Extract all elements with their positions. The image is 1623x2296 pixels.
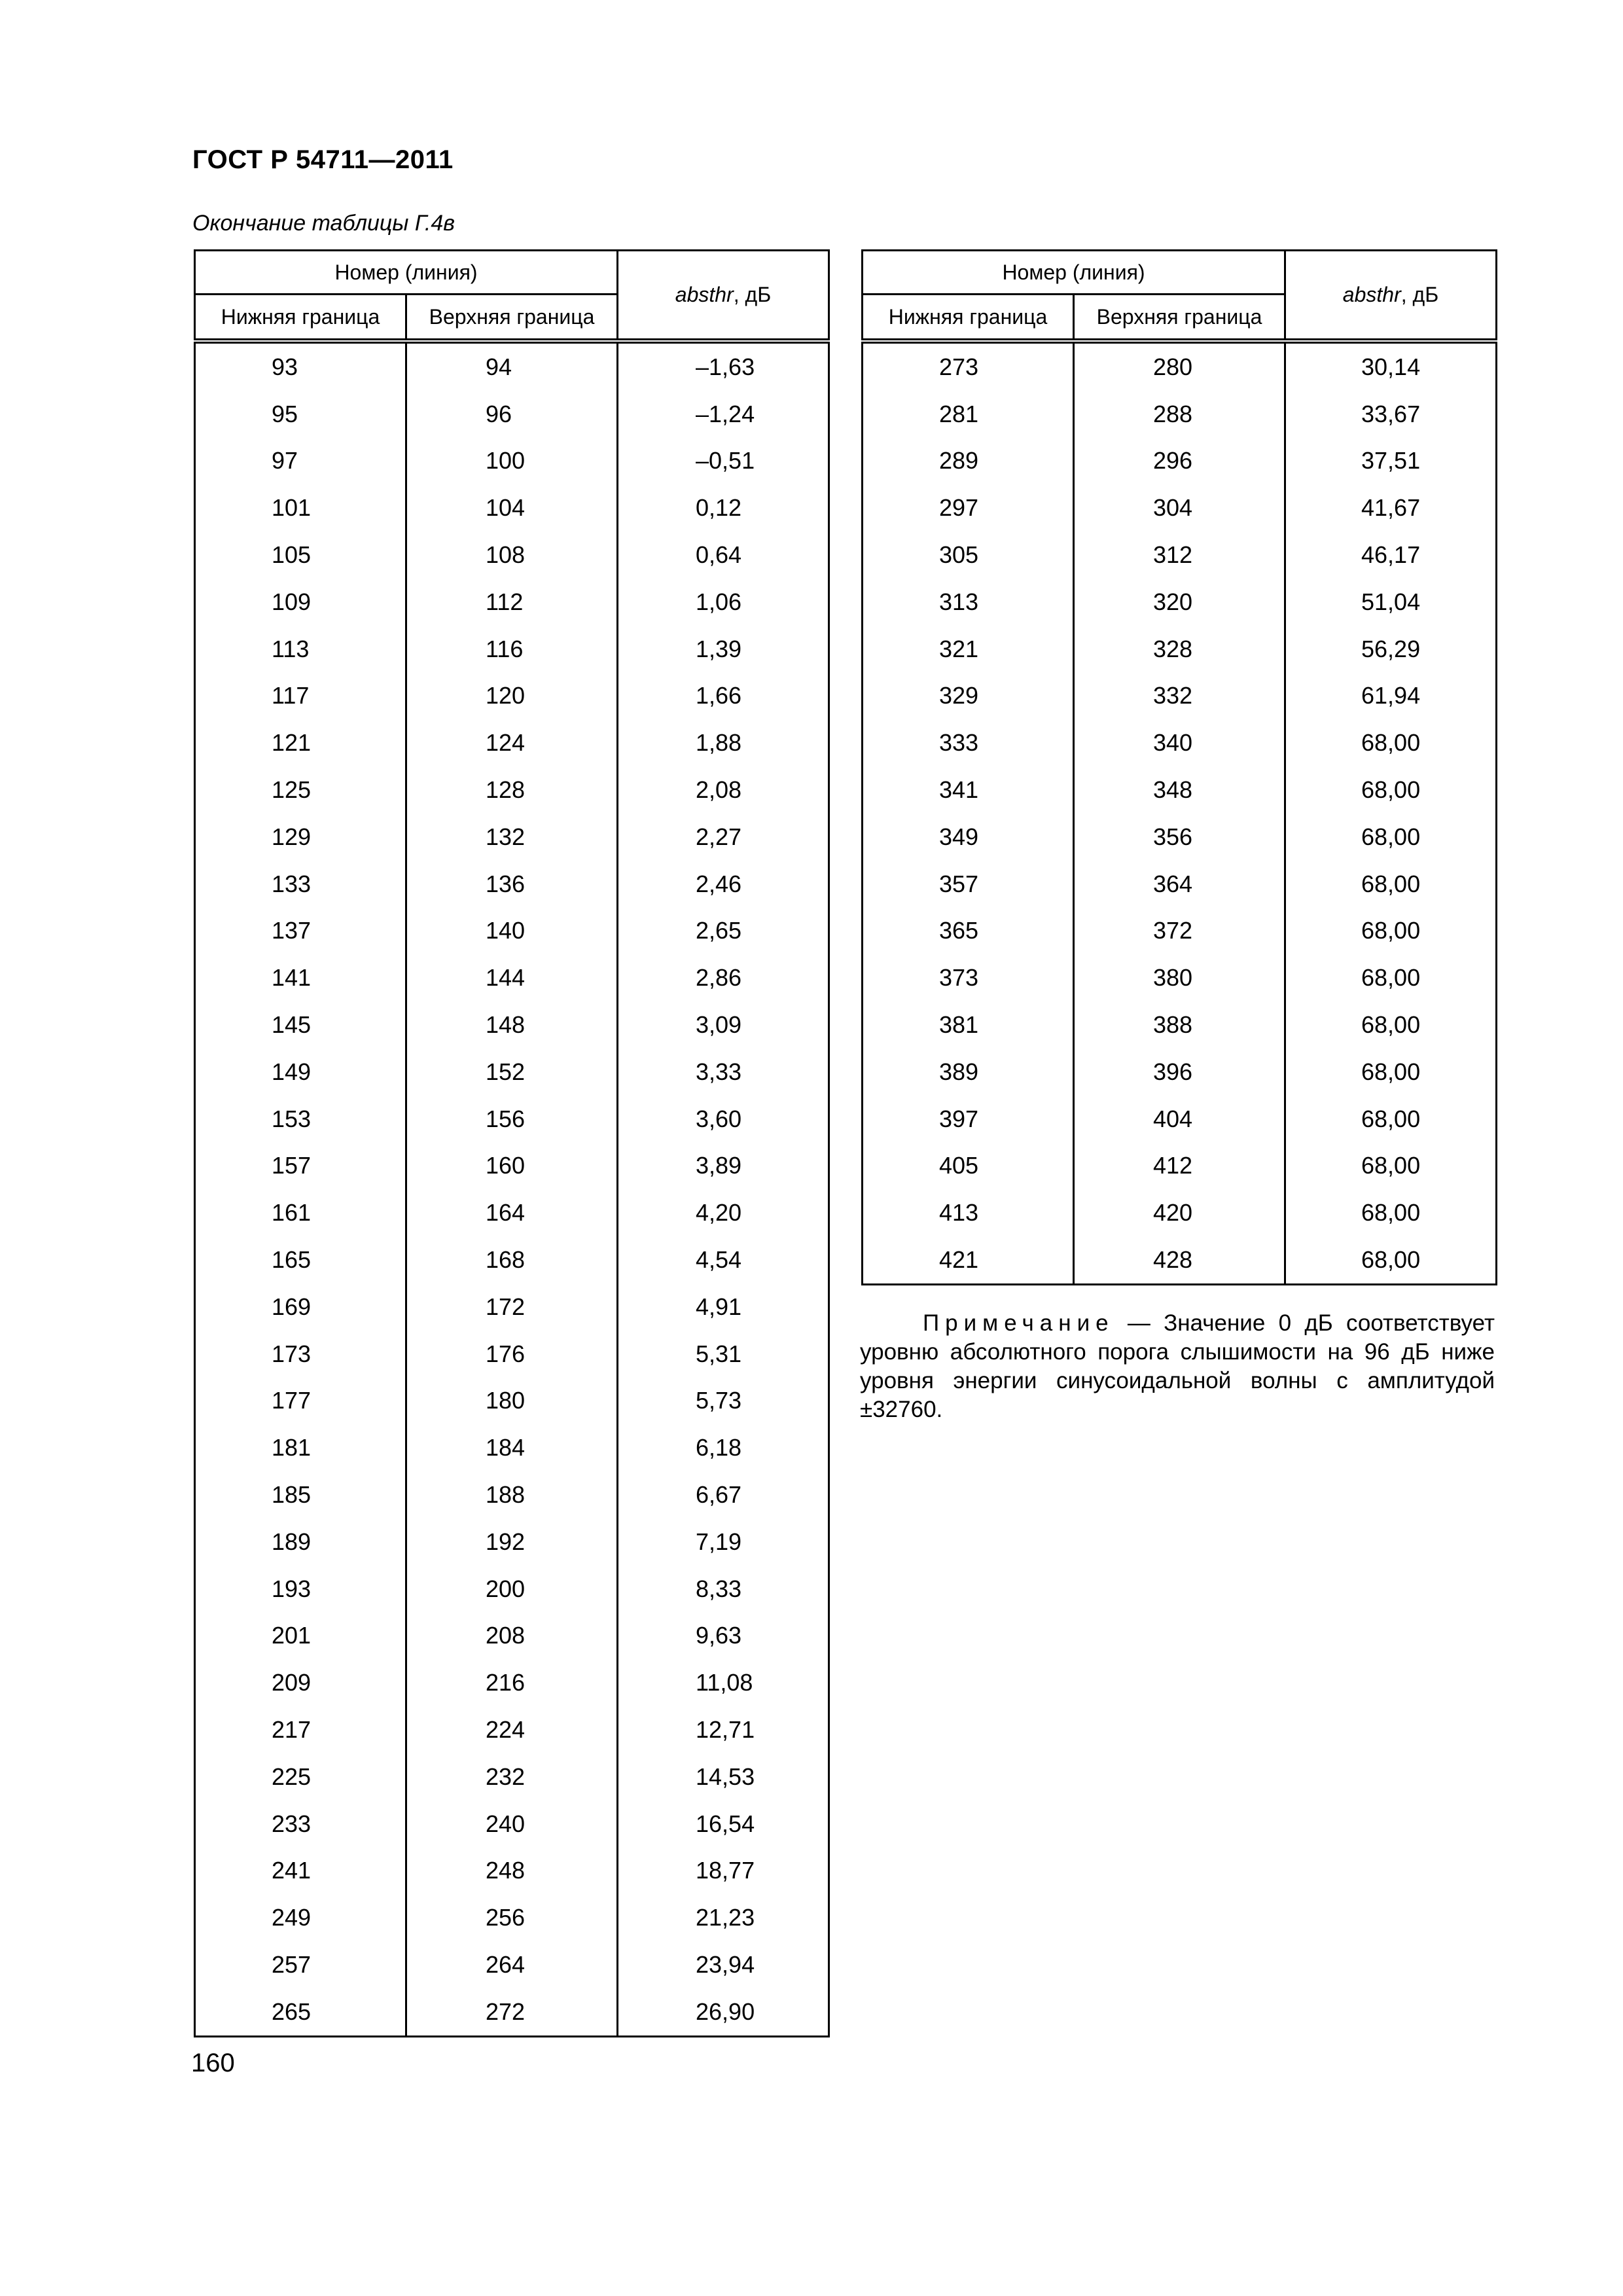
table-row	[195, 1189, 829, 1236]
table-row	[195, 908, 829, 955]
upper-bound-cell: 256	[406, 1894, 618, 1941]
note-text: — Значение 0 дБ соответствует уровню абсолютного порога слышимости на 96 дБ ниже уровня энергии синусоидальной волны с амплитудой ±32760.	[860, 1310, 1495, 1422]
lower-bound-cell: 241	[195, 1848, 406, 1895]
lower-bound-cell: 405	[863, 1143, 1074, 1190]
table-row	[195, 1378, 829, 1425]
absthr-cell: 9,63	[618, 1613, 829, 1660]
value-header	[1285, 251, 1497, 342]
table-row	[195, 626, 829, 673]
lower-bound-cell: 233	[195, 1801, 406, 1848]
table-row	[195, 1801, 829, 1848]
lower-bound-cell: 97	[195, 438, 406, 485]
absthr-cell: 18,77	[618, 1848, 829, 1895]
upper-bound-cell: 208	[406, 1613, 618, 1660]
upper-bound-cell: 216	[406, 1659, 618, 1706]
absthr-cell: 4,54	[618, 1236, 829, 1283]
lower-bound-cell: 333	[863, 719, 1074, 766]
upper-bound-cell: 168	[406, 1236, 618, 1283]
table-row	[195, 1566, 829, 1613]
absthr-cell: 12,71	[618, 1706, 829, 1753]
upper-bound-cell: 144	[406, 954, 618, 1001]
lower-bound-cell: 95	[195, 391, 406, 438]
lower-bound-cell: 153	[195, 1096, 406, 1143]
upper-bound-cell: 180	[406, 1378, 618, 1425]
upper-bound-cell: 264	[406, 1941, 618, 1988]
upper-bound-cell: 240	[406, 1801, 618, 1848]
upper-bound-cell: 248	[406, 1848, 618, 1895]
table-row	[195, 814, 829, 861]
lower-bound-cell: 341	[863, 766, 1074, 814]
upper-bound-cell: 188	[406, 1471, 618, 1518]
upper-bound-cell: 132	[406, 814, 618, 861]
lower-bound-cell: 109	[195, 579, 406, 626]
absthr-cell: 3,09	[618, 1001, 829, 1049]
absthr-cell: 7,19	[618, 1518, 829, 1566]
lower-bound-cell: 201	[195, 1613, 406, 1660]
absthr-cell: 68,00	[1285, 719, 1497, 766]
absthr-cell: –1,24	[618, 391, 829, 438]
absthr-cell: 8,33	[618, 1566, 829, 1613]
upper-bound-cell: 412	[1074, 1143, 1285, 1190]
lower-bound-cell: 137	[195, 908, 406, 955]
table-row	[195, 1894, 829, 1941]
table-row	[195, 1471, 829, 1518]
table-row	[863, 531, 1497, 579]
lower-bound-header: Нижняя граница	[195, 295, 406, 342]
absthr-cell: 68,00	[1285, 814, 1497, 861]
table-row	[863, 484, 1497, 531]
lower-bound-cell: 413	[863, 1189, 1074, 1236]
lower-bound-cell: 105	[195, 531, 406, 579]
lower-bound-cell: 421	[863, 1236, 1074, 1284]
upper-bound-cell: 148	[406, 1001, 618, 1049]
upper-bound-cell: 332	[1074, 673, 1285, 720]
upper-bound-cell: 372	[1074, 908, 1285, 955]
upper-bound-cell: 100	[406, 438, 618, 485]
absthr-cell: 3,89	[618, 1143, 829, 1190]
lower-bound-cell: 321	[863, 626, 1074, 673]
upper-bound-cell: 104	[406, 484, 618, 531]
table-row	[195, 1518, 829, 1566]
lower-bound-cell: 125	[195, 766, 406, 814]
absthr-cell: 3,33	[618, 1049, 829, 1096]
upper-bound-cell: 164	[406, 1189, 618, 1236]
lower-bound-cell: 101	[195, 484, 406, 531]
table-row	[195, 861, 829, 908]
lower-bound-cell: 129	[195, 814, 406, 861]
table-row	[195, 438, 829, 485]
lower-bound-cell: 189	[195, 1518, 406, 1566]
absthr-cell: 37,51	[1285, 438, 1497, 485]
lower-bound-cell: 313	[863, 579, 1074, 626]
lower-bound-cell: 397	[863, 1096, 1074, 1143]
table-row	[195, 1424, 829, 1471]
absthr-cell: 30,14	[1285, 341, 1497, 391]
table-row	[195, 391, 829, 438]
absthr-cell: 0,12	[618, 484, 829, 531]
absthr-cell: 68,00	[1285, 1096, 1497, 1143]
absthr-cell: 46,17	[1285, 531, 1497, 579]
lower-bound-cell: 217	[195, 1706, 406, 1753]
value-header-unit: , дБ	[733, 283, 772, 306]
upper-bound-cell: 94	[406, 341, 618, 391]
table-row	[195, 1143, 829, 1190]
absthr-cell: 0,64	[618, 531, 829, 579]
table-row	[195, 766, 829, 814]
absthr-cell: 11,08	[618, 1659, 829, 1706]
value-header	[618, 251, 829, 342]
absthr-cell: 23,94	[618, 1941, 829, 1988]
absthr-cell: 68,00	[1285, 1189, 1497, 1236]
lower-bound-cell: 93	[195, 341, 406, 391]
lower-bound-cell: 357	[863, 861, 1074, 908]
upper-bound-cell: 172	[406, 1283, 618, 1331]
absthr-cell: 2,46	[618, 861, 829, 908]
upper-bound-cell: 272	[406, 1988, 618, 2036]
table-row	[195, 1706, 829, 1753]
lower-bound-cell: 225	[195, 1753, 406, 1801]
lower-bound-cell: 141	[195, 954, 406, 1001]
note-label: Примечание	[923, 1310, 1115, 1336]
upper-bound-cell: 428	[1074, 1236, 1285, 1284]
lower-bound-cell: 185	[195, 1471, 406, 1518]
table-row	[863, 1096, 1497, 1143]
lower-bound-cell: 165	[195, 1236, 406, 1283]
upper-bound-cell: 304	[1074, 484, 1285, 531]
absthr-cell: 2,27	[618, 814, 829, 861]
absthr-cell: 5,31	[618, 1331, 829, 1378]
upper-bound-cell: 388	[1074, 1001, 1285, 1049]
lower-bound-cell: 145	[195, 1001, 406, 1049]
table-row	[195, 579, 829, 626]
table-row	[863, 1049, 1497, 1096]
absthr-cell: 56,29	[1285, 626, 1497, 673]
table-row	[863, 391, 1497, 438]
table-row	[863, 814, 1497, 861]
absthr-cell: 41,67	[1285, 484, 1497, 531]
table-row	[195, 1049, 829, 1096]
table-caption: Окончание таблицы Г.4в	[192, 211, 455, 236]
upper-bound-cell: 120	[406, 673, 618, 720]
value-header-unit: , дБ	[1400, 283, 1439, 306]
upper-bound-cell: 156	[406, 1096, 618, 1143]
upper-bound-cell: 364	[1074, 861, 1285, 908]
upper-bound-cell: 192	[406, 1518, 618, 1566]
absthr-cell: 6,67	[618, 1471, 829, 1518]
absthr-cell: 68,00	[1285, 1143, 1497, 1190]
lower-bound-cell: 257	[195, 1941, 406, 1988]
value-header-var: absthr	[675, 283, 734, 306]
table-row	[195, 1096, 829, 1143]
absthr-cell: 6,18	[618, 1424, 829, 1471]
lower-bound-cell: 365	[863, 908, 1074, 955]
lower-bound-cell: 265	[195, 1988, 406, 2036]
lower-bound-cell: 121	[195, 719, 406, 766]
upper-bound-cell: 152	[406, 1049, 618, 1096]
absthr-cell: 4,91	[618, 1283, 829, 1331]
threshold-table-right	[861, 249, 1497, 1285]
absthr-cell: 33,67	[1285, 391, 1497, 438]
absthr-cell: 68,00	[1285, 908, 1497, 955]
table-row	[195, 1331, 829, 1378]
absthr-cell: –1,63	[618, 341, 829, 391]
table-row	[195, 1988, 829, 2036]
table-row	[195, 954, 829, 1001]
absthr-cell: 68,00	[1285, 954, 1497, 1001]
upper-bound-cell: 280	[1074, 341, 1285, 391]
upper-bound-cell: 160	[406, 1143, 618, 1190]
table-row	[195, 1941, 829, 1988]
absthr-cell: 51,04	[1285, 579, 1497, 626]
upper-bound-cell: 176	[406, 1331, 618, 1378]
table-row	[195, 673, 829, 720]
lower-bound-cell: 289	[863, 438, 1074, 485]
lower-bound-cell: 157	[195, 1143, 406, 1190]
lower-bound-cell: 113	[195, 626, 406, 673]
table-row	[195, 1236, 829, 1283]
group-header: Номер (линия)	[195, 251, 618, 295]
lower-bound-cell: 173	[195, 1331, 406, 1378]
lower-bound-cell: 249	[195, 1894, 406, 1941]
absthr-cell: 21,23	[618, 1894, 829, 1941]
upper-bound-cell: 404	[1074, 1096, 1285, 1143]
lower-bound-cell: 177	[195, 1378, 406, 1425]
absthr-cell: 1,66	[618, 673, 829, 720]
lower-bound-cell: 349	[863, 814, 1074, 861]
value-header-var: absthr	[1342, 283, 1401, 306]
lower-bound-cell: 209	[195, 1659, 406, 1706]
upper-bound-cell: 348	[1074, 766, 1285, 814]
lower-bound-cell: 181	[195, 1424, 406, 1471]
upper-bound-cell: 312	[1074, 531, 1285, 579]
absthr-cell: 68,00	[1285, 1049, 1497, 1096]
upper-bound-cell: 288	[1074, 391, 1285, 438]
lower-bound-cell: 281	[863, 391, 1074, 438]
table-row	[863, 673, 1497, 720]
table-row	[863, 1189, 1497, 1236]
document-header: ГОСТ Р 54711—2011	[192, 145, 454, 174]
upper-bound-cell: 200	[406, 1566, 618, 1613]
lower-bound-cell: 161	[195, 1189, 406, 1236]
table-row	[195, 1659, 829, 1706]
lower-bound-header: Нижняя граница	[863, 295, 1074, 342]
lower-bound-cell: 149	[195, 1049, 406, 1096]
upper-bound-cell: 108	[406, 531, 618, 579]
absthr-cell: 1,06	[618, 579, 829, 626]
upper-bound-cell: 136	[406, 861, 618, 908]
upper-bound-cell: 232	[406, 1753, 618, 1801]
absthr-cell: 26,90	[618, 1988, 829, 2036]
absthr-cell: 68,00	[1285, 1001, 1497, 1049]
table-row	[195, 719, 829, 766]
lower-bound-cell: 381	[863, 1001, 1074, 1049]
upper-bound-cell: 184	[406, 1424, 618, 1471]
upper-bound-cell: 140	[406, 908, 618, 955]
table-row	[195, 1613, 829, 1660]
absthr-cell: 61,94	[1285, 673, 1497, 720]
table-row	[863, 719, 1497, 766]
table-row	[863, 766, 1497, 814]
lower-bound-cell: 193	[195, 1566, 406, 1613]
absthr-cell: 3,60	[618, 1096, 829, 1143]
absthr-cell: 68,00	[1285, 1236, 1497, 1284]
lower-bound-cell: 169	[195, 1283, 406, 1331]
upper-bound-cell: 296	[1074, 438, 1285, 485]
table-row	[863, 438, 1497, 485]
absthr-cell: 14,53	[618, 1753, 829, 1801]
upper-bound-cell: 116	[406, 626, 618, 673]
upper-bound-cell: 112	[406, 579, 618, 626]
upper-bound-header: Верхняя граница	[1074, 295, 1285, 342]
table-row	[863, 579, 1497, 626]
lower-bound-cell: 133	[195, 861, 406, 908]
upper-bound-cell: 340	[1074, 719, 1285, 766]
table-row	[863, 954, 1497, 1001]
table-row	[195, 1283, 829, 1331]
lower-bound-cell: 305	[863, 531, 1074, 579]
upper-bound-cell: 396	[1074, 1049, 1285, 1096]
table-row	[863, 1236, 1497, 1284]
table-row	[195, 1848, 829, 1895]
table-row	[195, 341, 829, 391]
upper-bound-header: Верхняя граница	[406, 295, 618, 342]
absthr-cell: 2,65	[618, 908, 829, 955]
absthr-cell: 5,73	[618, 1378, 829, 1425]
upper-bound-cell: 356	[1074, 814, 1285, 861]
lower-bound-cell: 117	[195, 673, 406, 720]
absthr-cell: 4,20	[618, 1189, 829, 1236]
table-body	[195, 341, 829, 2036]
upper-bound-cell: 320	[1074, 579, 1285, 626]
absthr-cell: 68,00	[1285, 766, 1497, 814]
table-row	[863, 341, 1497, 391]
lower-bound-cell: 373	[863, 954, 1074, 1001]
absthr-cell: 2,08	[618, 766, 829, 814]
upper-bound-cell: 124	[406, 719, 618, 766]
upper-bound-cell: 96	[406, 391, 618, 438]
table-row	[195, 531, 829, 579]
upper-bound-cell: 328	[1074, 626, 1285, 673]
upper-bound-cell: 128	[406, 766, 618, 814]
lower-bound-cell: 389	[863, 1049, 1074, 1096]
absthr-cell: 68,00	[1285, 861, 1497, 908]
upper-bound-cell: 380	[1074, 954, 1285, 1001]
page-number: 160	[191, 2049, 235, 2077]
upper-bound-cell: 420	[1074, 1189, 1285, 1236]
table-row	[863, 861, 1497, 908]
absthr-cell: 16,54	[618, 1801, 829, 1848]
table-row	[195, 484, 829, 531]
absthr-cell: 1,88	[618, 719, 829, 766]
table-body	[863, 341, 1497, 1284]
table-row	[863, 1001, 1497, 1049]
absthr-cell: 2,86	[618, 954, 829, 1001]
lower-bound-cell: 273	[863, 341, 1074, 391]
lower-bound-cell: 329	[863, 673, 1074, 720]
absthr-cell: –0,51	[618, 438, 829, 485]
table-row	[863, 908, 1497, 955]
table-row	[863, 1143, 1497, 1190]
table-row	[195, 1001, 829, 1049]
absthr-cell: 1,39	[618, 626, 829, 673]
group-header: Номер (линия)	[863, 251, 1285, 295]
upper-bound-cell: 224	[406, 1706, 618, 1753]
table-row	[863, 626, 1497, 673]
threshold-table-left	[194, 249, 830, 2037]
table-note	[860, 1309, 1495, 1424]
lower-bound-cell: 297	[863, 484, 1074, 531]
table-row	[195, 1753, 829, 1801]
